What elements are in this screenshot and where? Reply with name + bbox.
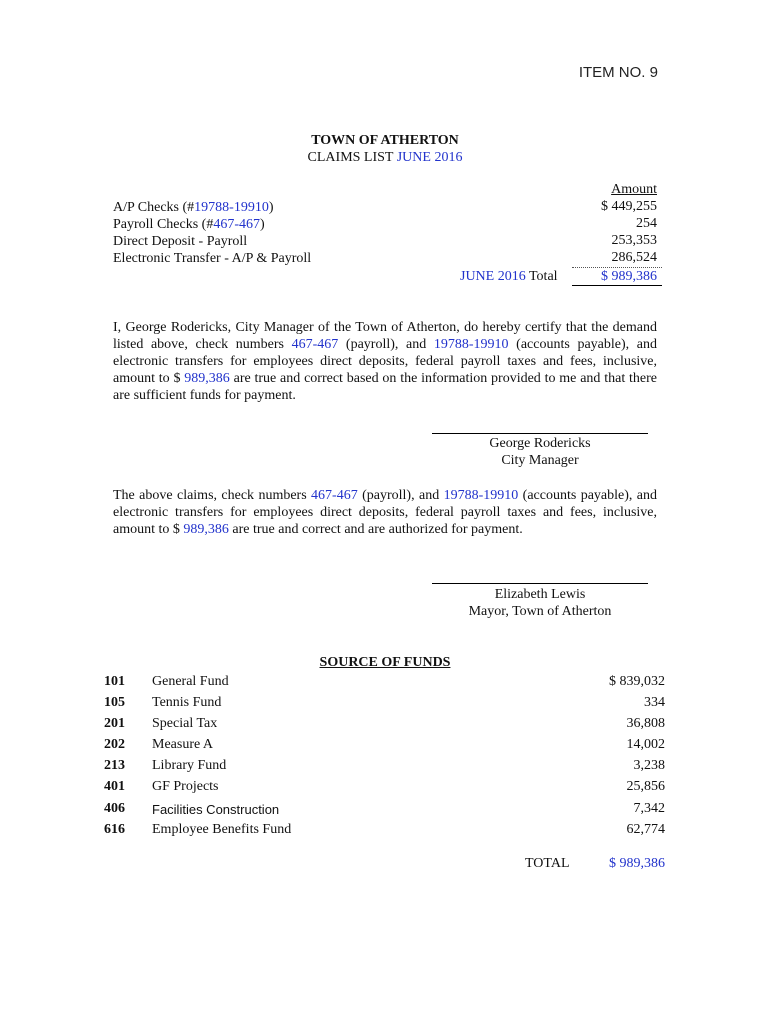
claim-row-amount: $ 449,255 bbox=[601, 199, 657, 214]
fund-code: 401 bbox=[104, 779, 125, 794]
fund-name: Tennis Fund bbox=[152, 695, 222, 710]
fund-name: Facilities Construction bbox=[152, 802, 280, 817]
funds-total-amount: $ 989,386 bbox=[609, 856, 665, 871]
claim-row-label: Payroll Checks (#467-467) bbox=[113, 217, 265, 232]
fund-code: 101 bbox=[104, 674, 125, 689]
signer-title: City Manager bbox=[501, 453, 579, 468]
fund-name: GF Projects bbox=[152, 779, 219, 794]
fund-code: 213 bbox=[104, 758, 125, 773]
fund-amount: 3,238 bbox=[633, 758, 665, 773]
fund-code: 406 bbox=[104, 801, 125, 816]
fund-code: 202 bbox=[104, 737, 125, 752]
claim-row-label: Electronic Transfer - A/P & Payroll bbox=[113, 251, 312, 266]
fund-amount: 25,856 bbox=[626, 779, 665, 794]
amount-header: Amount bbox=[611, 182, 657, 197]
fund-name: Employee Benefits Fund bbox=[152, 822, 292, 837]
authorization-paragraph: The above claims, check numbers 467-467 (payroll), and 19788-19910 (accounts payable), and electronic transfers for employees direct deposits, federal payroll taxes and fees, inclusive, amount to $ 989,386 are true and correct and are authorized for payment. bbox=[113, 488, 657, 537]
fund-code: 616 bbox=[104, 822, 125, 837]
fund-amount: $ 839,032 bbox=[609, 674, 665, 689]
total-amount: $ 989,386 bbox=[601, 269, 657, 284]
claim-row-amount: 253,353 bbox=[611, 233, 657, 248]
fund-amount: 7,342 bbox=[633, 801, 665, 816]
fund-code: 105 bbox=[104, 695, 125, 710]
fund-name: Special Tax bbox=[152, 716, 218, 731]
document-subtitle: CLAIMS LIST JUNE 2016 bbox=[307, 150, 463, 165]
fund-amount: 36,808 bbox=[626, 716, 665, 731]
claim-row-label: A/P Checks (#19788-19910) bbox=[113, 200, 274, 215]
document-title: TOWN OF ATHERTON bbox=[311, 133, 459, 148]
fund-amount: 334 bbox=[644, 695, 665, 710]
funds-heading: SOURCE OF FUNDS bbox=[319, 655, 451, 670]
fund-code: 201 bbox=[104, 716, 125, 731]
item-number: ITEM NO. 9 bbox=[578, 64, 658, 81]
funds-total-label: TOTAL bbox=[525, 856, 570, 871]
total-label: JUNE 2016 Total bbox=[460, 269, 558, 284]
signer-name: George Rodericks bbox=[489, 436, 591, 451]
total-rule bbox=[572, 285, 662, 286]
fund-name: Measure A bbox=[152, 737, 214, 752]
fund-name: General Fund bbox=[152, 674, 229, 689]
fund-amount: 62,774 bbox=[626, 822, 665, 837]
signature-line bbox=[432, 433, 648, 434]
subtotal-rule bbox=[572, 267, 662, 268]
fund-amount: 14,002 bbox=[626, 737, 665, 752]
signature-line bbox=[432, 583, 648, 584]
signer-title: Mayor, Town of Atherton bbox=[468, 604, 612, 619]
claim-row-amount: 254 bbox=[636, 216, 657, 231]
claim-row-label: Direct Deposit - Payroll bbox=[113, 234, 248, 249]
fund-name: Library Fund bbox=[152, 758, 227, 773]
signer-name: Elizabeth Lewis bbox=[494, 587, 586, 602]
claim-row-amount: 286,524 bbox=[611, 250, 657, 265]
certification-paragraph: I, George Rodericks, City Manager of the Town of Atherton, do hereby certify that the demand listed above, check numbers 467-467 (payroll), and 19788-19910 (accounts payable), and electronic transfers for employees direct deposits, federal payroll taxes and fees, inclusive, amount to $ 989,386 are true and correct based on the information provided to me and that there are sufficient funds for payment. bbox=[113, 320, 657, 403]
